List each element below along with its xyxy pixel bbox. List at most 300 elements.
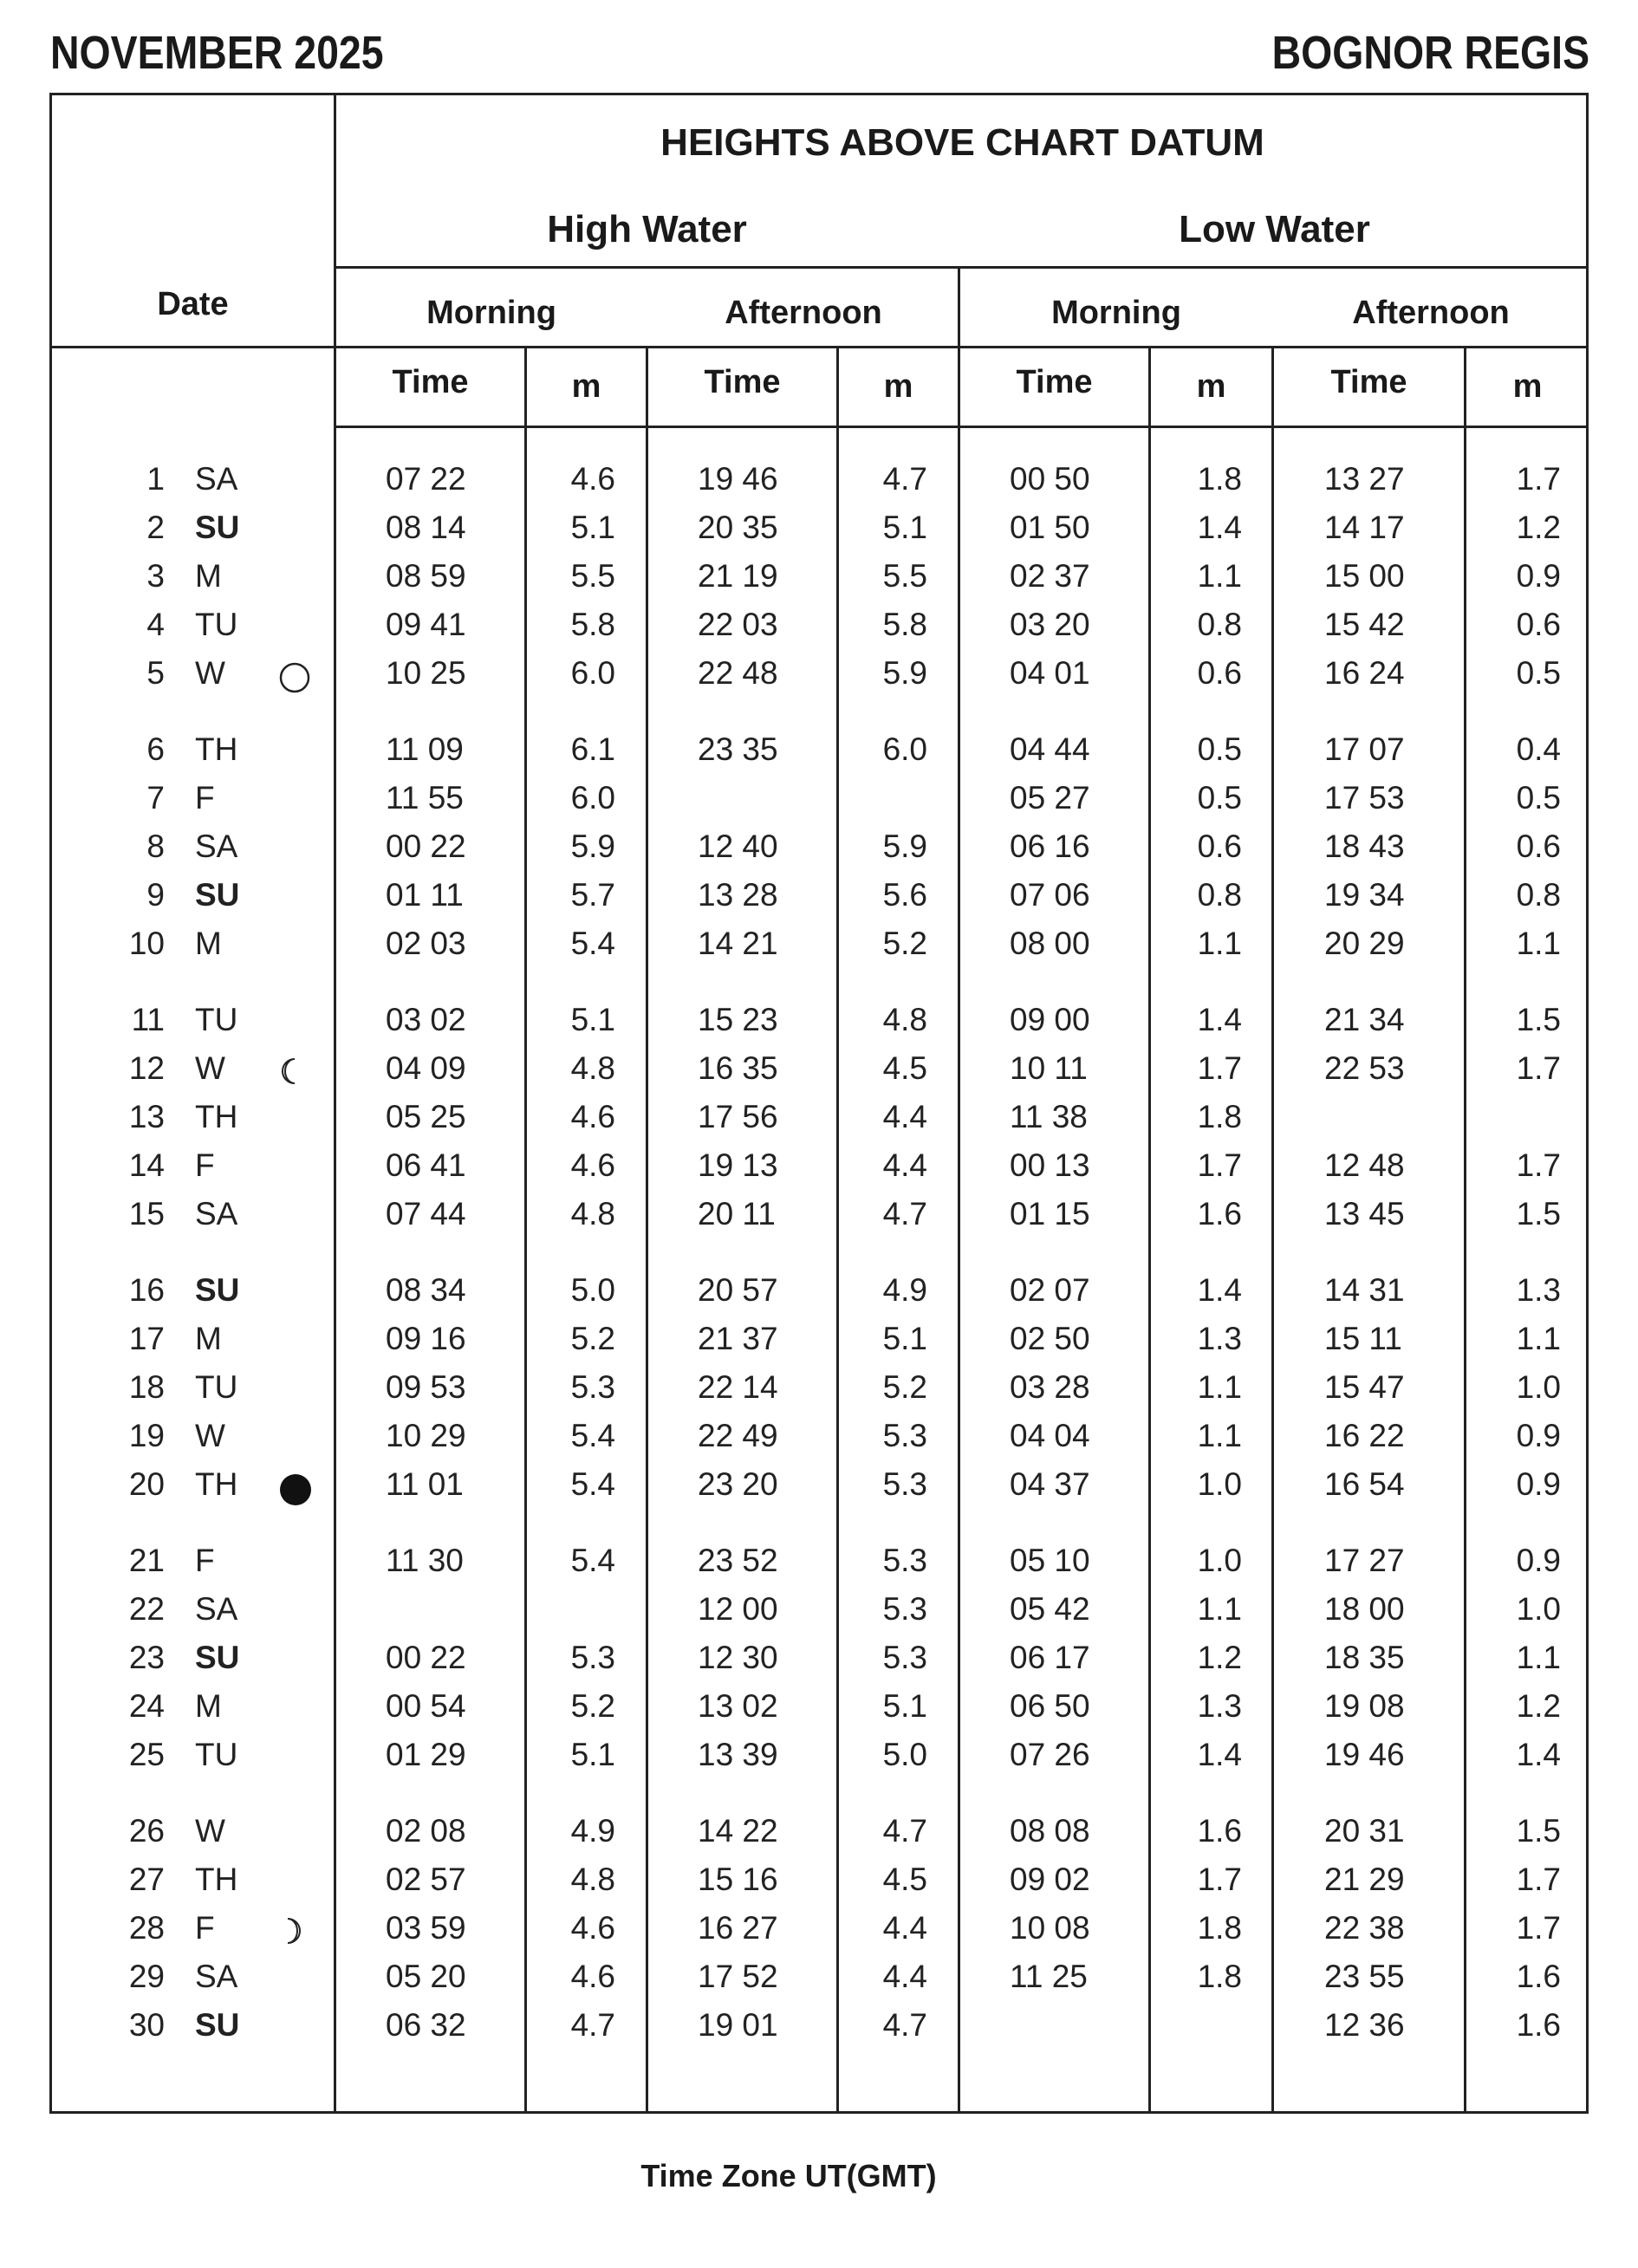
hw-afternoon-time: 22 03 (698, 607, 778, 642)
lw-morning-time: 04 01 (1010, 655, 1090, 691)
divider (1464, 347, 1466, 2114)
hw-morning-time: 10 25 (386, 655, 466, 691)
hw-morning-height: 4.6 (570, 461, 615, 497)
hw-afternoon-height: 4.7 (882, 1813, 927, 1849)
weekday: M (195, 1321, 222, 1356)
hw-afternoon-height: 5.1 (882, 1688, 927, 1724)
hw-morning-height: 5.1 (570, 510, 615, 545)
lw-morning-time: 02 37 (1010, 558, 1090, 594)
lw-afternoon-time: 23 55 (1324, 1959, 1405, 1994)
hw-afternoon-height: 5.2 (882, 1369, 927, 1405)
hw-morning-height: 4.8 (570, 1196, 615, 1231)
lw-afternoon-height: 1.4 (1516, 1737, 1561, 1772)
hw-morning-time: 02 03 (386, 926, 466, 961)
lw-morning-height: 1.3 (1197, 1688, 1242, 1724)
hw-afternoon-height: 5.9 (882, 829, 927, 864)
hw-morning-height: 5.4 (570, 1418, 615, 1453)
weekday: F (195, 780, 215, 816)
hw-afternoon-time: 19 46 (698, 461, 778, 497)
hw-morning-height: 5.4 (570, 926, 615, 961)
hw-morning-height: 5.1 (570, 1002, 615, 1037)
hw-morning-height: 5.5 (570, 558, 615, 594)
lw-afternoon-height: 1.5 (1516, 1813, 1561, 1849)
last-quarter-moon-icon (279, 1057, 305, 1083)
lw-afternoon-height: 1.7 (1516, 461, 1561, 497)
lw-afternoon-height: 1.5 (1516, 1002, 1561, 1037)
lw-morning-height: 1.4 (1197, 1737, 1242, 1772)
lw-afternoon-time: 15 42 (1324, 607, 1405, 642)
hw-morning-time: 07 22 (386, 461, 466, 497)
hw-afternoon-time: 14 21 (698, 926, 778, 961)
lw-morning-height: 0.8 (1197, 877, 1242, 913)
weekday: W (195, 655, 225, 691)
col-lw-afternoon-time: Time (1330, 364, 1407, 400)
hw-morning-height: 4.8 (570, 1050, 615, 1086)
lw-morning-time: 02 50 (1010, 1321, 1090, 1356)
lw-afternoon-height: 1.7 (1516, 1910, 1561, 1946)
hw-afternoon-time: 20 35 (698, 510, 778, 545)
col-lw-morning-time: Time (1016, 364, 1093, 400)
lw-afternoon-height: 0.5 (1516, 655, 1561, 691)
lw-afternoon-height: 1.2 (1516, 1688, 1561, 1724)
lw-afternoon-height: 0.6 (1516, 607, 1561, 642)
col-hw-morning-m: m (571, 368, 601, 405)
table-title: HEIGHTS ABOVE CHART DATUM (660, 121, 1264, 164)
hw-afternoon-time: 23 52 (698, 1543, 778, 1578)
hw-afternoon-time: 21 37 (698, 1321, 778, 1356)
lw-morning-time: 01 15 (1010, 1196, 1090, 1231)
lw-morning-time: 09 02 (1010, 1862, 1090, 1897)
lw-afternoon-height: 1.0 (1516, 1369, 1561, 1405)
hw-afternoon-time: 22 48 (698, 655, 778, 691)
hw-morning-height: 4.8 (570, 1862, 615, 1897)
day-number: 20 (128, 1466, 165, 1502)
lw-afternoon-time: 12 48 (1324, 1147, 1405, 1183)
first-quarter-moon-icon (279, 1917, 305, 1943)
lw-morning-height: 0.5 (1197, 780, 1242, 816)
weekday: W (195, 1813, 225, 1849)
hw-afternoon-height: 5.1 (882, 510, 927, 545)
lw-afternoon-time: 15 11 (1324, 1321, 1402, 1356)
weekday: SA (195, 829, 238, 864)
hw-afternoon-time: 19 13 (698, 1147, 778, 1183)
hw-morning-height: 5.8 (570, 607, 615, 642)
lw-morning-time: 10 08 (1010, 1910, 1090, 1946)
hw-afternoon-time: 16 27 (698, 1910, 778, 1946)
hw-afternoon-height: 5.6 (882, 877, 927, 913)
hw-morning-height: 4.6 (570, 1147, 615, 1183)
lw-morning-time: 07 26 (1010, 1737, 1090, 1772)
lw-morning-height: 1.1 (1197, 1369, 1242, 1405)
lw-afternoon-time: 20 31 (1324, 1813, 1405, 1849)
lw-morning-time: 05 42 (1010, 1591, 1090, 1627)
lw-morning-time: 00 50 (1010, 461, 1090, 497)
lw-afternoon-time: 17 07 (1324, 731, 1405, 767)
lw-afternoon-height: 0.5 (1516, 780, 1561, 816)
lw-afternoon-height: 0.9 (1516, 558, 1561, 594)
col-hw-afternoon-time: Time (704, 364, 781, 400)
hw-morning-time: 08 14 (386, 510, 466, 545)
lw-morning-height: 1.7 (1197, 1862, 1242, 1897)
weekday: TU (195, 607, 238, 642)
hw-morning-time: 09 41 (386, 607, 466, 642)
day-number: 17 (128, 1321, 165, 1356)
lw-morning-height: 1.4 (1197, 1272, 1242, 1308)
day-number: 21 (128, 1543, 165, 1578)
day-number: 1 (146, 461, 165, 497)
hw-afternoon-height: 4.9 (882, 1272, 927, 1308)
lw-morning-height: 1.1 (1197, 1418, 1242, 1453)
lw-afternoon-height: 1.6 (1516, 1959, 1561, 1994)
hw-morning-time: 10 29 (386, 1418, 466, 1453)
hw-afternoon-height: 4.4 (882, 1147, 927, 1183)
lw-morning-time: 08 08 (1010, 1813, 1090, 1849)
weekday: SA (195, 461, 238, 497)
day-number: 8 (146, 829, 165, 864)
divider (334, 266, 1589, 269)
lw-afternoon-time: 17 27 (1324, 1543, 1405, 1578)
weekday: W (195, 1418, 225, 1453)
weekday: SU (195, 877, 240, 913)
hw-afternoon-height: 5.1 (882, 1321, 927, 1356)
hw-morning-height: 5.2 (570, 1688, 615, 1724)
divider (958, 266, 960, 2114)
hw-morning-time: 11 01 (386, 1466, 464, 1502)
lw-afternoon-height: 1.7 (1516, 1147, 1561, 1183)
hw-morning-time: 05 25 (386, 1099, 466, 1134)
day-number: 18 (128, 1369, 165, 1405)
lw-morning-height: 1.0 (1197, 1543, 1242, 1578)
hw-morning-time: 01 11 (386, 877, 464, 913)
col-lw-afternoon-m: m (1512, 368, 1543, 405)
lw-morning-time: 03 28 (1010, 1369, 1090, 1405)
hw-morning-time: 00 22 (386, 1640, 466, 1675)
lw-morning-time: 11 38 (1010, 1099, 1088, 1134)
divider (646, 347, 648, 2114)
hw-afternoon-height: 5.3 (882, 1591, 927, 1627)
hw-afternoon-time: 14 22 (698, 1813, 778, 1849)
divider (524, 347, 527, 2114)
lw-afternoon-time: 13 27 (1324, 461, 1405, 497)
lw-afternoon-height: 0.8 (1516, 877, 1561, 913)
day-number: 15 (128, 1196, 165, 1231)
lw-afternoon-time: 19 34 (1324, 877, 1405, 913)
day-number: 26 (128, 1813, 165, 1849)
hw-afternoon-time: 21 19 (698, 558, 778, 594)
day-number: 4 (146, 607, 165, 642)
high-water-heading: High Water (547, 208, 747, 250)
lw-afternoon-height: 1.2 (1516, 510, 1561, 545)
weekday: TH (195, 1466, 238, 1502)
lw-afternoon-time: 14 31 (1324, 1272, 1405, 1308)
weekday: TH (195, 1099, 238, 1134)
lw-morning-height: 1.7 (1197, 1050, 1242, 1086)
hw-afternoon-height: 6.0 (882, 731, 927, 767)
lw-morning-height: 0.8 (1197, 607, 1242, 642)
lw-morning-height: 1.4 (1197, 1002, 1242, 1037)
col-lw-morning-m: m (1196, 368, 1226, 405)
hw-morning-height: 5.7 (570, 877, 615, 913)
day-number: 16 (128, 1272, 165, 1308)
hw-afternoon-height: 4.7 (882, 461, 927, 497)
lw-afternoon-time: 15 47 (1324, 1369, 1405, 1405)
day-number: 27 (128, 1862, 165, 1897)
day-number: 29 (128, 1959, 165, 1994)
day-number: 7 (146, 780, 165, 816)
hw-afternoon-heading: Afternoon (725, 295, 882, 331)
hw-morning-height: 5.1 (570, 1737, 615, 1772)
col-hw-afternoon-m: m (883, 368, 913, 405)
lw-morning-time: 00 13 (1010, 1147, 1090, 1183)
divider (1271, 347, 1274, 2114)
hw-morning-height: 5.4 (570, 1466, 615, 1502)
weekday: SA (195, 1959, 238, 1994)
hw-afternoon-height: 5.5 (882, 558, 927, 594)
weekday: W (195, 1050, 225, 1086)
lw-afternoon-time: 22 38 (1324, 1910, 1405, 1946)
hw-afternoon-height: 5.0 (882, 1737, 927, 1772)
hw-morning-height: 5.9 (570, 829, 615, 864)
lw-afternoon-time: 21 34 (1324, 1002, 1405, 1037)
hw-afternoon-height: 4.7 (882, 1196, 927, 1231)
lw-morning-height: 1.8 (1197, 1959, 1242, 1994)
weekday: F (195, 1147, 215, 1183)
hw-afternoon-height: 5.8 (882, 607, 927, 642)
day-number: 12 (128, 1050, 165, 1086)
hw-morning-time: 00 22 (386, 829, 466, 864)
lw-afternoon-time: 16 54 (1324, 1466, 1405, 1502)
lw-morning-height: 1.1 (1197, 558, 1242, 594)
weekday: TU (195, 1737, 238, 1772)
lw-afternoon-height: 1.3 (1516, 1272, 1561, 1308)
hw-morning-height: 5.3 (570, 1369, 615, 1405)
hw-afternoon-height: 5.3 (882, 1466, 927, 1502)
weekday: SU (195, 1640, 240, 1675)
hw-afternoon-time: 15 23 (698, 1002, 778, 1037)
hw-afternoon-height: 4.5 (882, 1862, 927, 1897)
lw-morning-height: 0.5 (1197, 731, 1242, 767)
lw-morning-height: 1.3 (1197, 1321, 1242, 1356)
divider (334, 426, 1589, 428)
lw-morning-heading: Morning (1051, 295, 1181, 331)
lw-morning-height: 1.4 (1197, 510, 1242, 545)
lw-afternoon-height: 1.1 (1516, 1321, 1561, 1356)
day-number: 10 (128, 926, 165, 961)
low-water-heading: Low Water (1179, 208, 1370, 250)
day-number: 28 (128, 1910, 165, 1946)
weekday: SA (195, 1591, 238, 1627)
lw-morning-time: 10 11 (1010, 1050, 1088, 1086)
lw-morning-time: 03 20 (1010, 607, 1090, 642)
lw-morning-height: 0.6 (1197, 829, 1242, 864)
weekday: SU (195, 1272, 240, 1308)
hw-afternoon-height: 4.4 (882, 1959, 927, 1994)
hw-morning-height: 4.9 (570, 1813, 615, 1849)
hw-afternoon-time: 17 52 (698, 1959, 778, 1994)
lw-afternoon-time: 17 53 (1324, 780, 1405, 816)
lw-morning-time: 07 06 (1010, 877, 1090, 913)
hw-morning-time: 09 53 (386, 1369, 466, 1405)
hw-afternoon-time: 12 00 (698, 1591, 778, 1627)
day-number: 6 (146, 731, 165, 767)
lw-morning-time: 11 25 (1010, 1959, 1088, 1994)
weekday: SU (195, 2007, 240, 2043)
hw-afternoon-height: 5.9 (882, 655, 927, 691)
hw-morning-time: 11 30 (386, 1543, 464, 1578)
page-title-location: BOGNOR REGIS (1271, 27, 1589, 79)
hw-afternoon-height: 5.3 (882, 1543, 927, 1578)
weekday: SA (195, 1196, 238, 1231)
lw-morning-height: 1.1 (1197, 1591, 1242, 1627)
hw-afternoon-time: 13 02 (698, 1688, 778, 1724)
hw-morning-height: 6.1 (570, 731, 615, 767)
hw-afternoon-time: 13 28 (698, 877, 778, 913)
hw-afternoon-time: 12 40 (698, 829, 778, 864)
lw-afternoon-time: 12 36 (1324, 2007, 1405, 2043)
divider (1148, 347, 1151, 2114)
weekday: F (195, 1543, 215, 1578)
lw-afternoon-time: 16 22 (1324, 1418, 1405, 1453)
hw-afternoon-time: 22 49 (698, 1418, 778, 1453)
new-moon-icon (279, 1473, 305, 1499)
lw-afternoon-height: 1.1 (1516, 926, 1561, 961)
hw-morning-height: 5.4 (570, 1543, 615, 1578)
lw-afternoon-height: 0.9 (1516, 1418, 1561, 1453)
lw-afternoon-time: 13 45 (1324, 1196, 1405, 1231)
weekday: SU (195, 510, 240, 545)
hw-morning-time: 09 16 (386, 1321, 466, 1356)
day-number: 2 (146, 510, 165, 545)
hw-morning-height: 4.6 (570, 1959, 615, 1994)
divider (49, 346, 1589, 348)
hw-morning-time: 05 20 (386, 1959, 466, 1994)
hw-morning-height: 4.6 (570, 1910, 615, 1946)
lw-morning-time: 05 10 (1010, 1543, 1090, 1578)
lw-afternoon-time: 20 29 (1324, 926, 1405, 961)
lw-morning-time: 08 00 (1010, 926, 1090, 961)
day-number: 30 (128, 2007, 165, 2043)
page-title-month: NOVEMBER 2025 (50, 27, 384, 79)
hw-morning-time: 06 41 (386, 1147, 466, 1183)
hw-afternoon-height: 5.2 (882, 926, 927, 961)
lw-morning-height: 0.6 (1197, 655, 1242, 691)
hw-afternoon-time: 13 39 (698, 1737, 778, 1772)
divider (836, 347, 839, 2114)
hw-morning-height: 5.3 (570, 1640, 615, 1675)
lw-afternoon-time: 15 00 (1324, 558, 1405, 594)
hw-morning-time: 08 59 (386, 558, 466, 594)
hw-morning-time: 03 02 (386, 1002, 466, 1037)
weekday: TH (195, 1862, 238, 1897)
lw-afternoon-height: 0.6 (1516, 829, 1561, 864)
hw-morning-time: 02 57 (386, 1862, 466, 1897)
hw-afternoon-height: 5.3 (882, 1640, 927, 1675)
day-number: 25 (128, 1737, 165, 1772)
lw-morning-height: 1.6 (1197, 1813, 1242, 1849)
lw-afternoon-height: 0.4 (1516, 731, 1561, 767)
hw-afternoon-height: 4.8 (882, 1002, 927, 1037)
lw-afternoon-height: 1.6 (1516, 2007, 1561, 2043)
lw-afternoon-time: 14 17 (1324, 510, 1405, 545)
weekday: TU (195, 1369, 238, 1405)
lw-morning-time: 06 50 (1010, 1688, 1090, 1724)
date-heading: Date (157, 286, 229, 322)
weekday: M (195, 1688, 222, 1724)
hw-morning-time: 11 09 (386, 731, 464, 767)
day-number: 9 (146, 877, 165, 913)
day-number: 23 (128, 1640, 165, 1675)
weekday: TH (195, 731, 238, 767)
hw-morning-height: 6.0 (570, 780, 615, 816)
lw-morning-time: 02 07 (1010, 1272, 1090, 1308)
day-number: 19 (128, 1418, 165, 1453)
lw-morning-time: 04 04 (1010, 1418, 1090, 1453)
full-moon-icon (279, 662, 305, 688)
hw-morning-time: 03 59 (386, 1910, 466, 1946)
hw-morning-time: 08 34 (386, 1272, 466, 1308)
hw-afternoon-height: 4.5 (882, 1050, 927, 1086)
lw-morning-height: 1.8 (1197, 1099, 1242, 1134)
lw-afternoon-time: 21 29 (1324, 1862, 1405, 1897)
col-hw-morning-time: Time (392, 364, 469, 400)
lw-morning-time: 04 37 (1010, 1466, 1090, 1502)
hw-afternoon-time: 22 14 (698, 1369, 778, 1405)
hw-afternoon-height: 5.3 (882, 1418, 927, 1453)
hw-morning-time: 11 55 (386, 780, 464, 816)
day-number: 22 (128, 1591, 165, 1627)
day-number: 11 (131, 1002, 165, 1037)
lw-morning-height: 1.1 (1197, 926, 1242, 961)
hw-morning-time: 00 54 (386, 1688, 466, 1724)
lw-afternoon-height: 0.9 (1516, 1543, 1561, 1578)
hw-morning-height: 4.6 (570, 1099, 615, 1134)
lw-morning-height: 1.2 (1197, 1640, 1242, 1675)
hw-afternoon-time: 19 01 (698, 2007, 778, 2043)
weekday: M (195, 558, 222, 594)
day-number: 5 (146, 655, 165, 691)
lw-morning-height: 1.8 (1197, 461, 1242, 497)
lw-afternoon-time: 18 00 (1324, 1591, 1405, 1627)
hw-afternoon-time: 23 20 (698, 1466, 778, 1502)
hw-afternoon-time: 20 57 (698, 1272, 778, 1308)
lw-afternoon-height: 1.7 (1516, 1862, 1561, 1897)
lw-afternoon-height: 1.5 (1516, 1196, 1561, 1231)
lw-afternoon-height: 1.1 (1516, 1640, 1561, 1675)
hw-morning-time: 06 32 (386, 2007, 466, 2043)
lw-morning-time: 06 16 (1010, 829, 1090, 864)
hw-morning-height: 5.0 (570, 1272, 615, 1308)
hw-morning-time: 04 09 (386, 1050, 466, 1086)
lw-morning-time: 04 44 (1010, 731, 1090, 767)
hw-morning-height: 5.2 (570, 1321, 615, 1356)
time-zone-note: Time Zone UT(GMT) (640, 2158, 937, 2193)
lw-afternoon-time: 19 46 (1324, 1737, 1405, 1772)
weekday: TU (195, 1002, 238, 1037)
hw-morning-time: 02 08 (386, 1813, 466, 1849)
lw-morning-time: 06 17 (1010, 1640, 1090, 1675)
lw-afternoon-height: 0.9 (1516, 1466, 1561, 1502)
lw-afternoon-time: 19 08 (1324, 1688, 1405, 1724)
hw-afternoon-height: 4.4 (882, 1910, 927, 1946)
lw-afternoon-time: 18 35 (1324, 1640, 1405, 1675)
hw-morning-time: 07 44 (386, 1196, 466, 1231)
lw-afternoon-time: 16 24 (1324, 655, 1405, 691)
day-number: 14 (128, 1147, 165, 1183)
day-number: 3 (146, 558, 165, 594)
hw-afternoon-time: 16 35 (698, 1050, 778, 1086)
hw-afternoon-time: 23 35 (698, 731, 778, 767)
hw-afternoon-time: 20 11 (698, 1196, 776, 1231)
